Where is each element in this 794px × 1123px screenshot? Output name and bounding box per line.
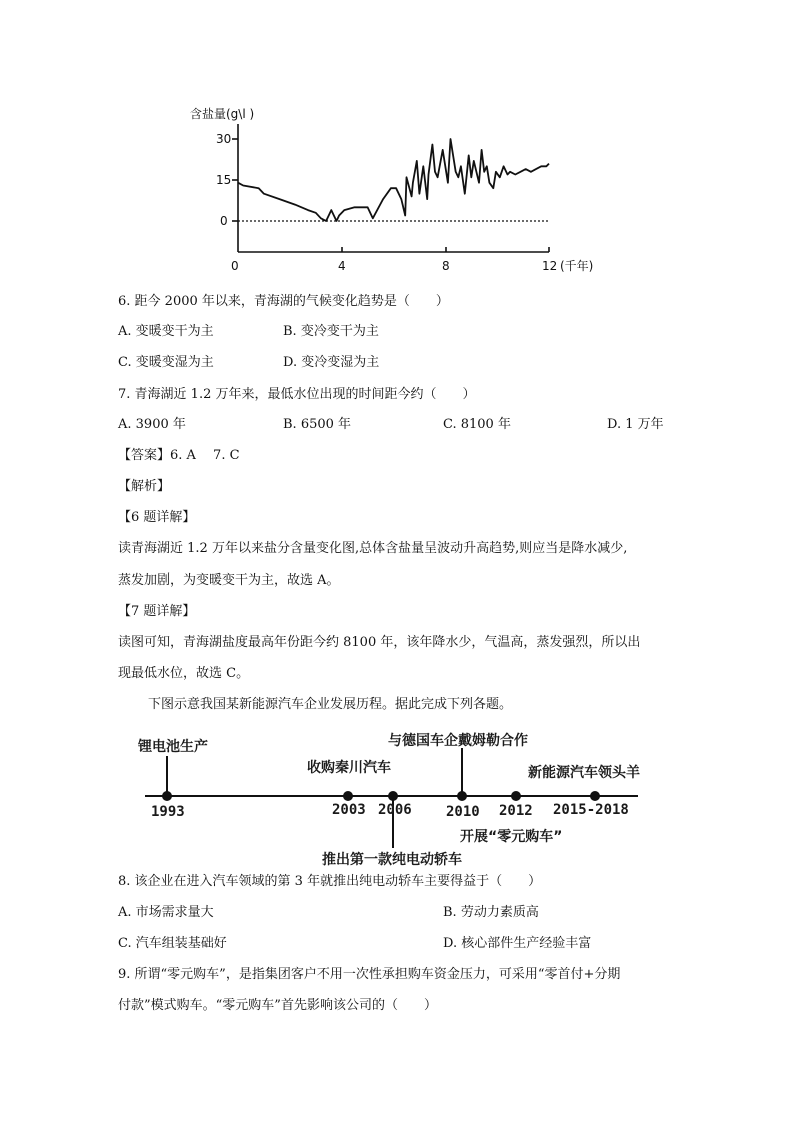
answer-line: 【答案】6. A 7. C (118, 448, 240, 463)
dot-1993 (162, 791, 172, 801)
event-1993: 锂电池生产 (138, 739, 208, 755)
event-2006: 推出第一款纯电动轿车 (322, 852, 462, 868)
q7-detail-text-2: 现最低水位，故选 C。 (118, 666, 250, 681)
year-2010: 2010 (446, 804, 480, 820)
q7-detail-text-1: 读图可知，青海湖盐度最高年份距今约 8100 年，该年降水少，气温高，蒸发强烈，所以出 (118, 635, 641, 650)
event-2010: 与德国车企戴姆勒合作 (388, 733, 528, 749)
q8-option-c: C. 汽车组装基础好 (118, 936, 227, 951)
q8-option-b: B. 劳动力素质高 (443, 905, 539, 920)
chart-xlabel: (千年) (560, 259, 594, 273)
salinity-chart (0, 0, 794, 290)
q8-option-a: A. 市场需求量大 (118, 905, 214, 920)
q8-option-d: D. 核心部件生产经验丰富 (443, 936, 592, 951)
x-tick-label-0: 0 (231, 259, 239, 273)
q7-option-c: C. 8100 年 (443, 417, 511, 432)
q6-option-a: A. 变暖变干为主 (118, 324, 214, 339)
year-2012: 2012 (499, 803, 533, 819)
dot-2010 (457, 791, 467, 801)
dot-2006 (388, 791, 398, 801)
y-tick-label-15: 15 (216, 173, 232, 187)
event-2015-2018: 新能源汽车领头羊 (528, 765, 640, 781)
dot-2015-2018 (590, 791, 600, 801)
dot-2003 (343, 791, 353, 801)
x-tick-label-8: 8 (442, 259, 450, 273)
question-9-line-1: 9. 所谓“零元购车”，是指集团客户不用一次性承担购车资金压力，可采用“零首付+分期 (118, 967, 621, 982)
q7-detail-heading: 【7 题详解】 (118, 604, 196, 619)
q6-detail-text-1: 读青海湖近 1.2 万年以来盐分含量变化图,总体含盐量呈波动升高趋势,则应当是降水减少, (118, 541, 628, 556)
q6-option-b: B. 变冷变干为主 (283, 324, 379, 339)
q7-option-d: D. 1 万年 (607, 417, 664, 432)
salinity-series-line (238, 139, 549, 221)
q7-option-a: A. 3900 年 (118, 417, 186, 432)
q6-option-c: C. 变暖变湿为主 (118, 355, 214, 370)
q7-option-b: B. 6500 年 (283, 417, 352, 432)
q6-detail-heading: 【6 题详解】 (118, 510, 196, 525)
x-tick-label-4: 4 (338, 259, 346, 273)
q6-detail-text-2: 蒸发加剧，为变暖变干为主，故选 A。 (118, 573, 340, 588)
year-2006: 2006 (378, 802, 412, 818)
dot-2012 (511, 791, 521, 801)
event-2003: 收购秦川汽车 (307, 760, 391, 776)
y-tick-label-30: 30 (216, 132, 232, 146)
year-1993: 1993 (151, 804, 185, 820)
analysis-heading: 【解析】 (118, 479, 171, 494)
chart-ylabel: 含盐量(g\l ) (190, 107, 255, 121)
year-2015-2018: 2015-2018 (553, 802, 629, 818)
event-2012: 开展“零元购车” (460, 829, 563, 845)
question-9-line-2: 付款”模式购车。“零元购车”首先影响该公司的（ ） (118, 998, 437, 1013)
x-tick-label-12: 12 (542, 259, 558, 273)
question-8: 8. 该企业在进入汽车领域的第 3 年就推出纯电动轿车主要得益于（ ） (118, 874, 542, 889)
question-6: 6. 距今 2000 年以来，青海湖的气候变化趋势是（ ） (118, 294, 449, 309)
y-tick-label-0: 0 (220, 214, 228, 228)
q6-option-d: D. 变冷变湿为主 (283, 355, 380, 370)
question-7: 7. 青海湖近 1.2 万年来，最低水位出现的时间距今约（ ） (118, 387, 476, 402)
year-2003: 2003 (332, 802, 366, 818)
timeline-intro: 下图示意我国某新能源汽车企业发展历程。据此完成下列各题。 (148, 697, 513, 712)
